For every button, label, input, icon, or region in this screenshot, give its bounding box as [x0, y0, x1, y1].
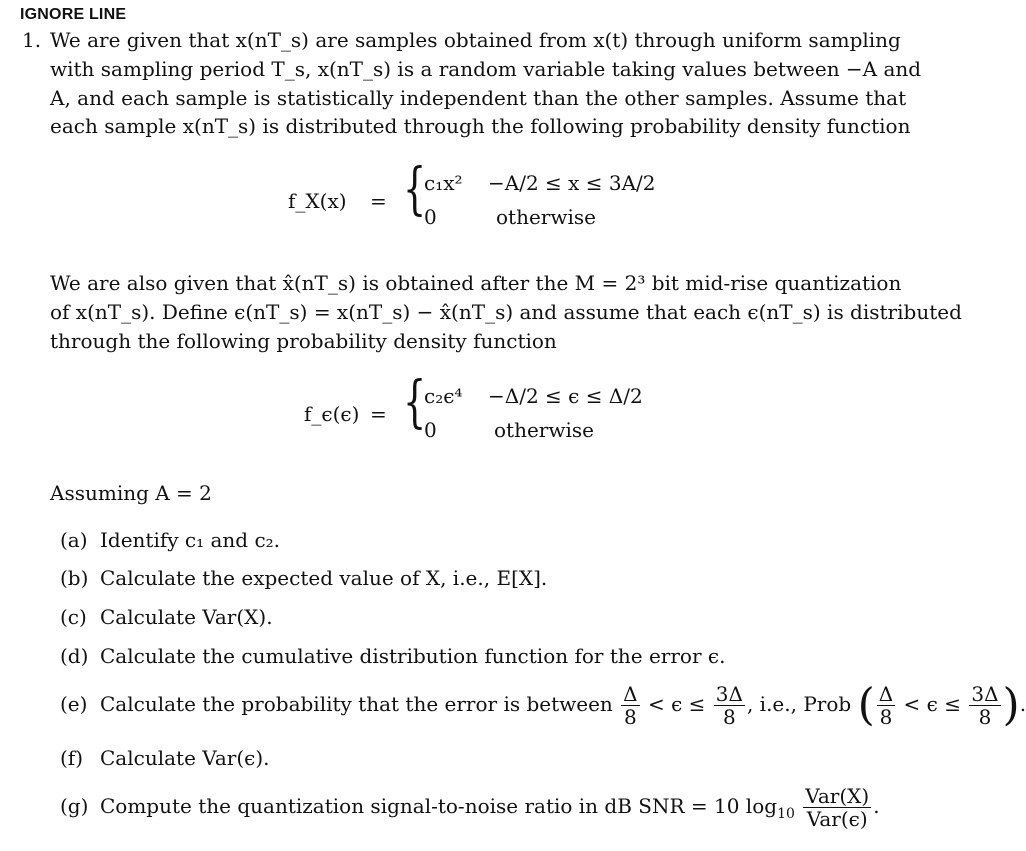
part-text: Calculate the probability that the error is between [100, 692, 613, 716]
intro-line-1: We are given that x(nT_s) are samples obtained from x(t) through uniform sampling [50, 28, 901, 52]
pdf-e-brace: { [403, 370, 427, 435]
right-paren: ) [1002, 679, 1020, 731]
pdf-e-case1-cond: −Δ/2 ≤ ϵ ≤ Δ/2 [488, 384, 643, 408]
part-text: Identify c₁ and c₂. [100, 528, 281, 552]
part-label: (b) [60, 566, 89, 590]
fraction-delta-over-8-prob: $\frac{\Delta}{8}$ [878, 682, 894, 729]
part-label: (a) [60, 528, 88, 552]
part-text: Calculate the cumulative distribution function for the error ϵ. [100, 644, 726, 668]
pdf-e-lhs: f_ϵ(ϵ) [304, 402, 360, 426]
middle-line-2: of x(nT_s). Define ϵ(nT_s) = x(nT_s) − x̂(nT_s) and assume that each ϵ(nT_s) is distributed [50, 300, 962, 324]
intro-line-2: with sampling period T_s, x(nT_s) is a random variable taking values between −A and [50, 57, 922, 81]
pdf-x-case1-expr: c₁x² [424, 171, 463, 195]
middle-line-1: We are also given that x̂(nT_s) is obtained after the M = 2³ bit mid-rise quantization [50, 271, 902, 295]
part-e: (e) Calculate the probability that the error is between $\frac{\Delta}{8}$ < ϵ ≤ $\frac{3\Delta}{8}$ , i.e., Prob ( $\frac{\Delta}{8}$ < ϵ ≤ $\frac{3\Delta}{8}$ ). [60, 679, 1026, 731]
question-number: 1. [22, 28, 42, 52]
part-f [60, 746, 270, 770]
left-paren: ( [857, 679, 875, 731]
part-a [60, 528, 280, 552]
fraction-3delta-over-8-prob: $\frac{3\Delta}{8}$ [971, 682, 999, 729]
part-d [60, 644, 725, 668]
part-label: (c) [60, 605, 87, 629]
part-c [60, 605, 273, 629]
assumption-line: Assuming A = 2 [50, 481, 212, 505]
part-text: Calculate Var(X). [100, 605, 273, 629]
part-text: Calculate the expected value of X, i.e., E[X]. [100, 566, 548, 590]
part-text: Calculate Var(ϵ). [100, 746, 270, 770]
intro-line-4: each sample x(nT_s) is distributed through the following probability density function [50, 114, 911, 138]
inequality-text: < ϵ ≤ [647, 692, 706, 716]
part-text: Compute the quantization signal-to-noise ratio in dB SNR = 10 log [100, 794, 778, 818]
pdf-x-lhs: f_X(x) [288, 189, 347, 213]
middle-line-3: through the following probability density function [50, 329, 557, 353]
part-label: (g) [60, 794, 89, 818]
log-base: 10 [777, 806, 795, 822]
pdf-e-case1-expr: c₂ϵ⁴ [424, 384, 463, 408]
part-g: (g) Compute the quantization signal-to-noise ratio in dB SNR = 10 $\log_{10}$ $\frac{\text{Var(X)}}{\text{Var(ϵ)}}$ . [60, 784, 880, 831]
pdf-x-case2-expr: 0 [424, 205, 437, 229]
part-label: (e) [60, 692, 88, 716]
part-label: (f) [60, 746, 84, 770]
part-label: (d) [60, 644, 89, 668]
fraction-delta-over-8: $\frac{\Delta}{8}$ [623, 682, 638, 729]
pdf-e-case2-cond: otherwise [494, 418, 594, 442]
pdf-x-brace: { [403, 157, 427, 222]
pdf-e-equals: = [370, 402, 387, 426]
inequality-text-prob: < ϵ ≤ [903, 692, 961, 716]
pdf-e-case2-expr: 0 [424, 418, 437, 442]
part-b [60, 566, 547, 590]
fraction-3delta-over-8: $\frac{3\Delta}{8}$ [715, 682, 743, 729]
ignore-line-header: IGNORE LINE [20, 6, 127, 23]
snr-fraction: $\frac{\text{Var(X)}}{\text{Var(ϵ)}}$ [805, 784, 870, 831]
pdf-x-equals: = [370, 189, 387, 213]
ie-prob-text: , i.e., Prob [746, 692, 852, 716]
pdf-x-case1-cond: −A/2 ≤ x ≤ 3A/2 [488, 171, 656, 195]
pdf-x-case2-cond: otherwise [496, 205, 596, 229]
intro-line-3: A, and each sample is statistically independent than the other samples. Assume that [50, 86, 907, 110]
